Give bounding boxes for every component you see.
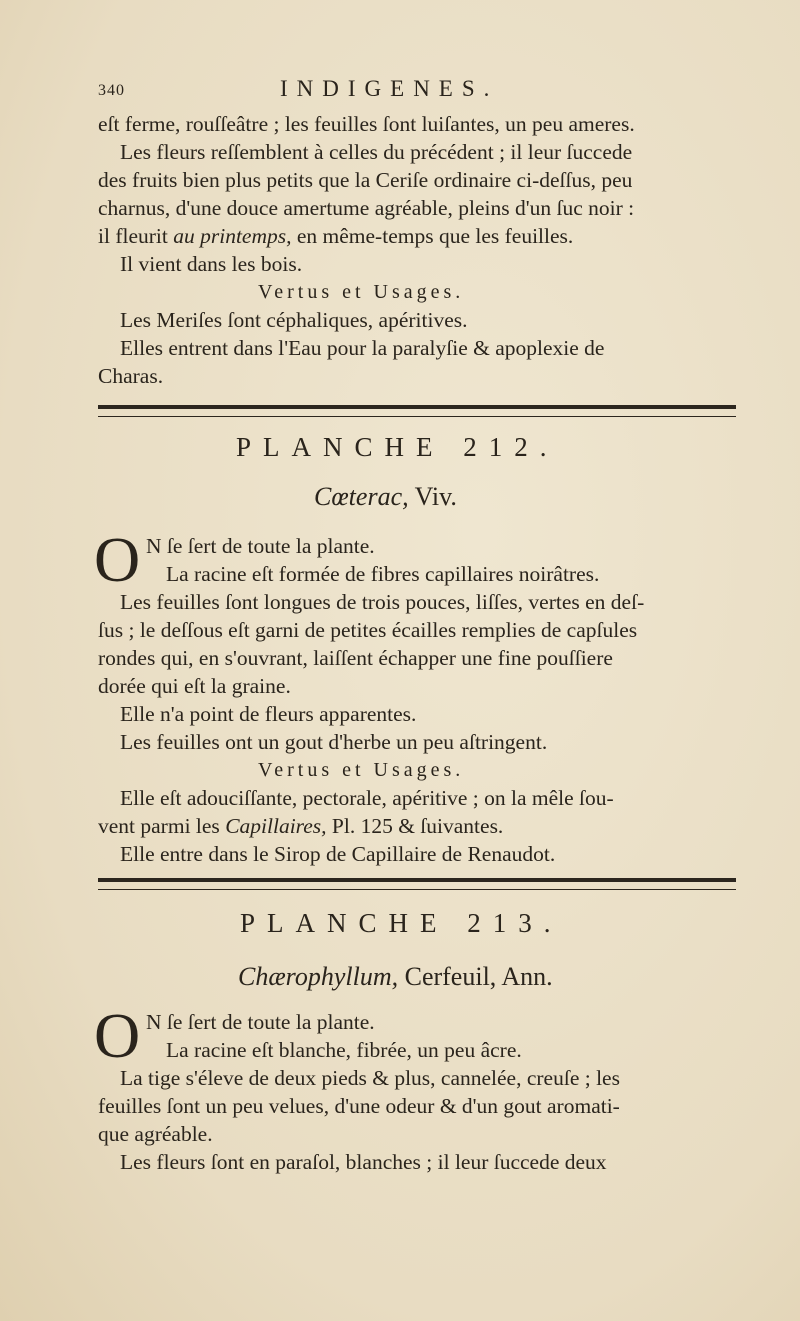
plate-213-text: [98, 1008, 748, 1176]
plate-genus-line: [238, 962, 553, 992]
plate-212-text: [98, 532, 748, 868]
text-line: [98, 222, 748, 250]
text-run: Pl. 125 & ſuivantes.: [326, 814, 504, 838]
italic-run: au printemps,: [173, 224, 292, 248]
plate-title: PLANCHE 213.: [240, 908, 563, 938]
genus-name: Cœterac,: [314, 482, 409, 511]
section-continuation: [98, 110, 748, 390]
section-heading: Vertus et Usages.: [258, 281, 465, 303]
text-line: Les Meriſes ſont céphaliques, apéritives.: [120, 308, 468, 332]
text-line: Les feuilles ſont longues de trois pouces, liſſes, vertes en deſ-: [120, 590, 645, 614]
running-title: INDIGENES.: [280, 76, 499, 101]
plate-genus-line: [314, 482, 457, 512]
text-run: il fleurit: [98, 224, 174, 248]
italic-run: Capillaires,: [225, 814, 327, 838]
section-heading: Vertus et Usages.: [258, 759, 465, 781]
text-line: Les feuilles ont un gout d'herbe un peu aſtringent.: [120, 730, 548, 754]
text-line: Elle entre dans le Sirop de Capillaire de Renaudot.: [120, 842, 556, 866]
section-divider: [98, 878, 736, 890]
plate-title: PLANCHE 212.: [236, 432, 559, 462]
text-line: Elles entrent dans l'Eau pour la paralyſie & apoplexie de: [120, 336, 605, 360]
drop-cap: O: [94, 1000, 141, 1071]
text-run: vent parmi les: [98, 814, 226, 838]
text-line: N ſe ſert de toute la plante.: [146, 1010, 375, 1034]
text-line: feuilles ſont un peu velues, d'une odeur & d'un gout aromati-: [98, 1094, 620, 1118]
text-line: Charas.: [98, 364, 164, 388]
text-line: [98, 812, 748, 840]
drop-cap: O: [94, 524, 141, 595]
text-line: Elle n'a point de fleurs apparentes.: [120, 702, 417, 726]
text-line: La racine eſt blanche, fibrée, un peu âcre.: [166, 1038, 522, 1062]
page-header: [98, 76, 738, 106]
text-line: des fruits bien plus petits que la Ceriſe ordinaire ci-deſſus, peu: [98, 168, 633, 192]
common-name: Viv.: [408, 482, 457, 511]
text-line: Il vient dans les bois.: [120, 252, 303, 276]
text-line: La tige s'éleve de deux pieds & plus, cannelée, creuſe ; les: [120, 1066, 620, 1090]
text-line: N ſe ſert de toute la plante.: [146, 534, 375, 558]
text-line: que agréable.: [98, 1122, 213, 1146]
text-line: ſus ; le deſſous eſt garni de petites écailles remplies de capſules: [98, 618, 638, 642]
text-line: Elle eſt adouciſſante, pectorale, apéritive ; on la mêle ſou-: [120, 786, 614, 810]
genus-name: Chærophyllum,: [238, 962, 399, 991]
text-line: charnus, d'une douce amertume agréable, pleins d'un ſuc noir :: [98, 196, 635, 220]
text-line: Les fleurs ſont en paraſol, blanches ; il leur ſuccede deux: [120, 1150, 607, 1174]
text-run: en même-temps que les feuilles.: [291, 224, 574, 248]
text-line: rondes qui, en s'ouvrant, laiſſent échapper une fine pouſſiere: [98, 646, 613, 670]
text-line: dorée qui eſt la graine.: [98, 674, 291, 698]
section-divider: [98, 405, 736, 417]
text-line: eſt ferme, rouſſeâtre ; les feuilles ſont luiſantes, un peu ameres.: [98, 112, 635, 136]
text-line: Les fleurs reſſemblent à celles du précédent ; il leur ſuccede: [120, 140, 633, 164]
text-line: La racine eſt formée de fibres capillaires noirâtres.: [166, 562, 600, 586]
page-number: 340: [98, 82, 125, 99]
common-name: Cerfeuil, Ann.: [398, 962, 553, 991]
